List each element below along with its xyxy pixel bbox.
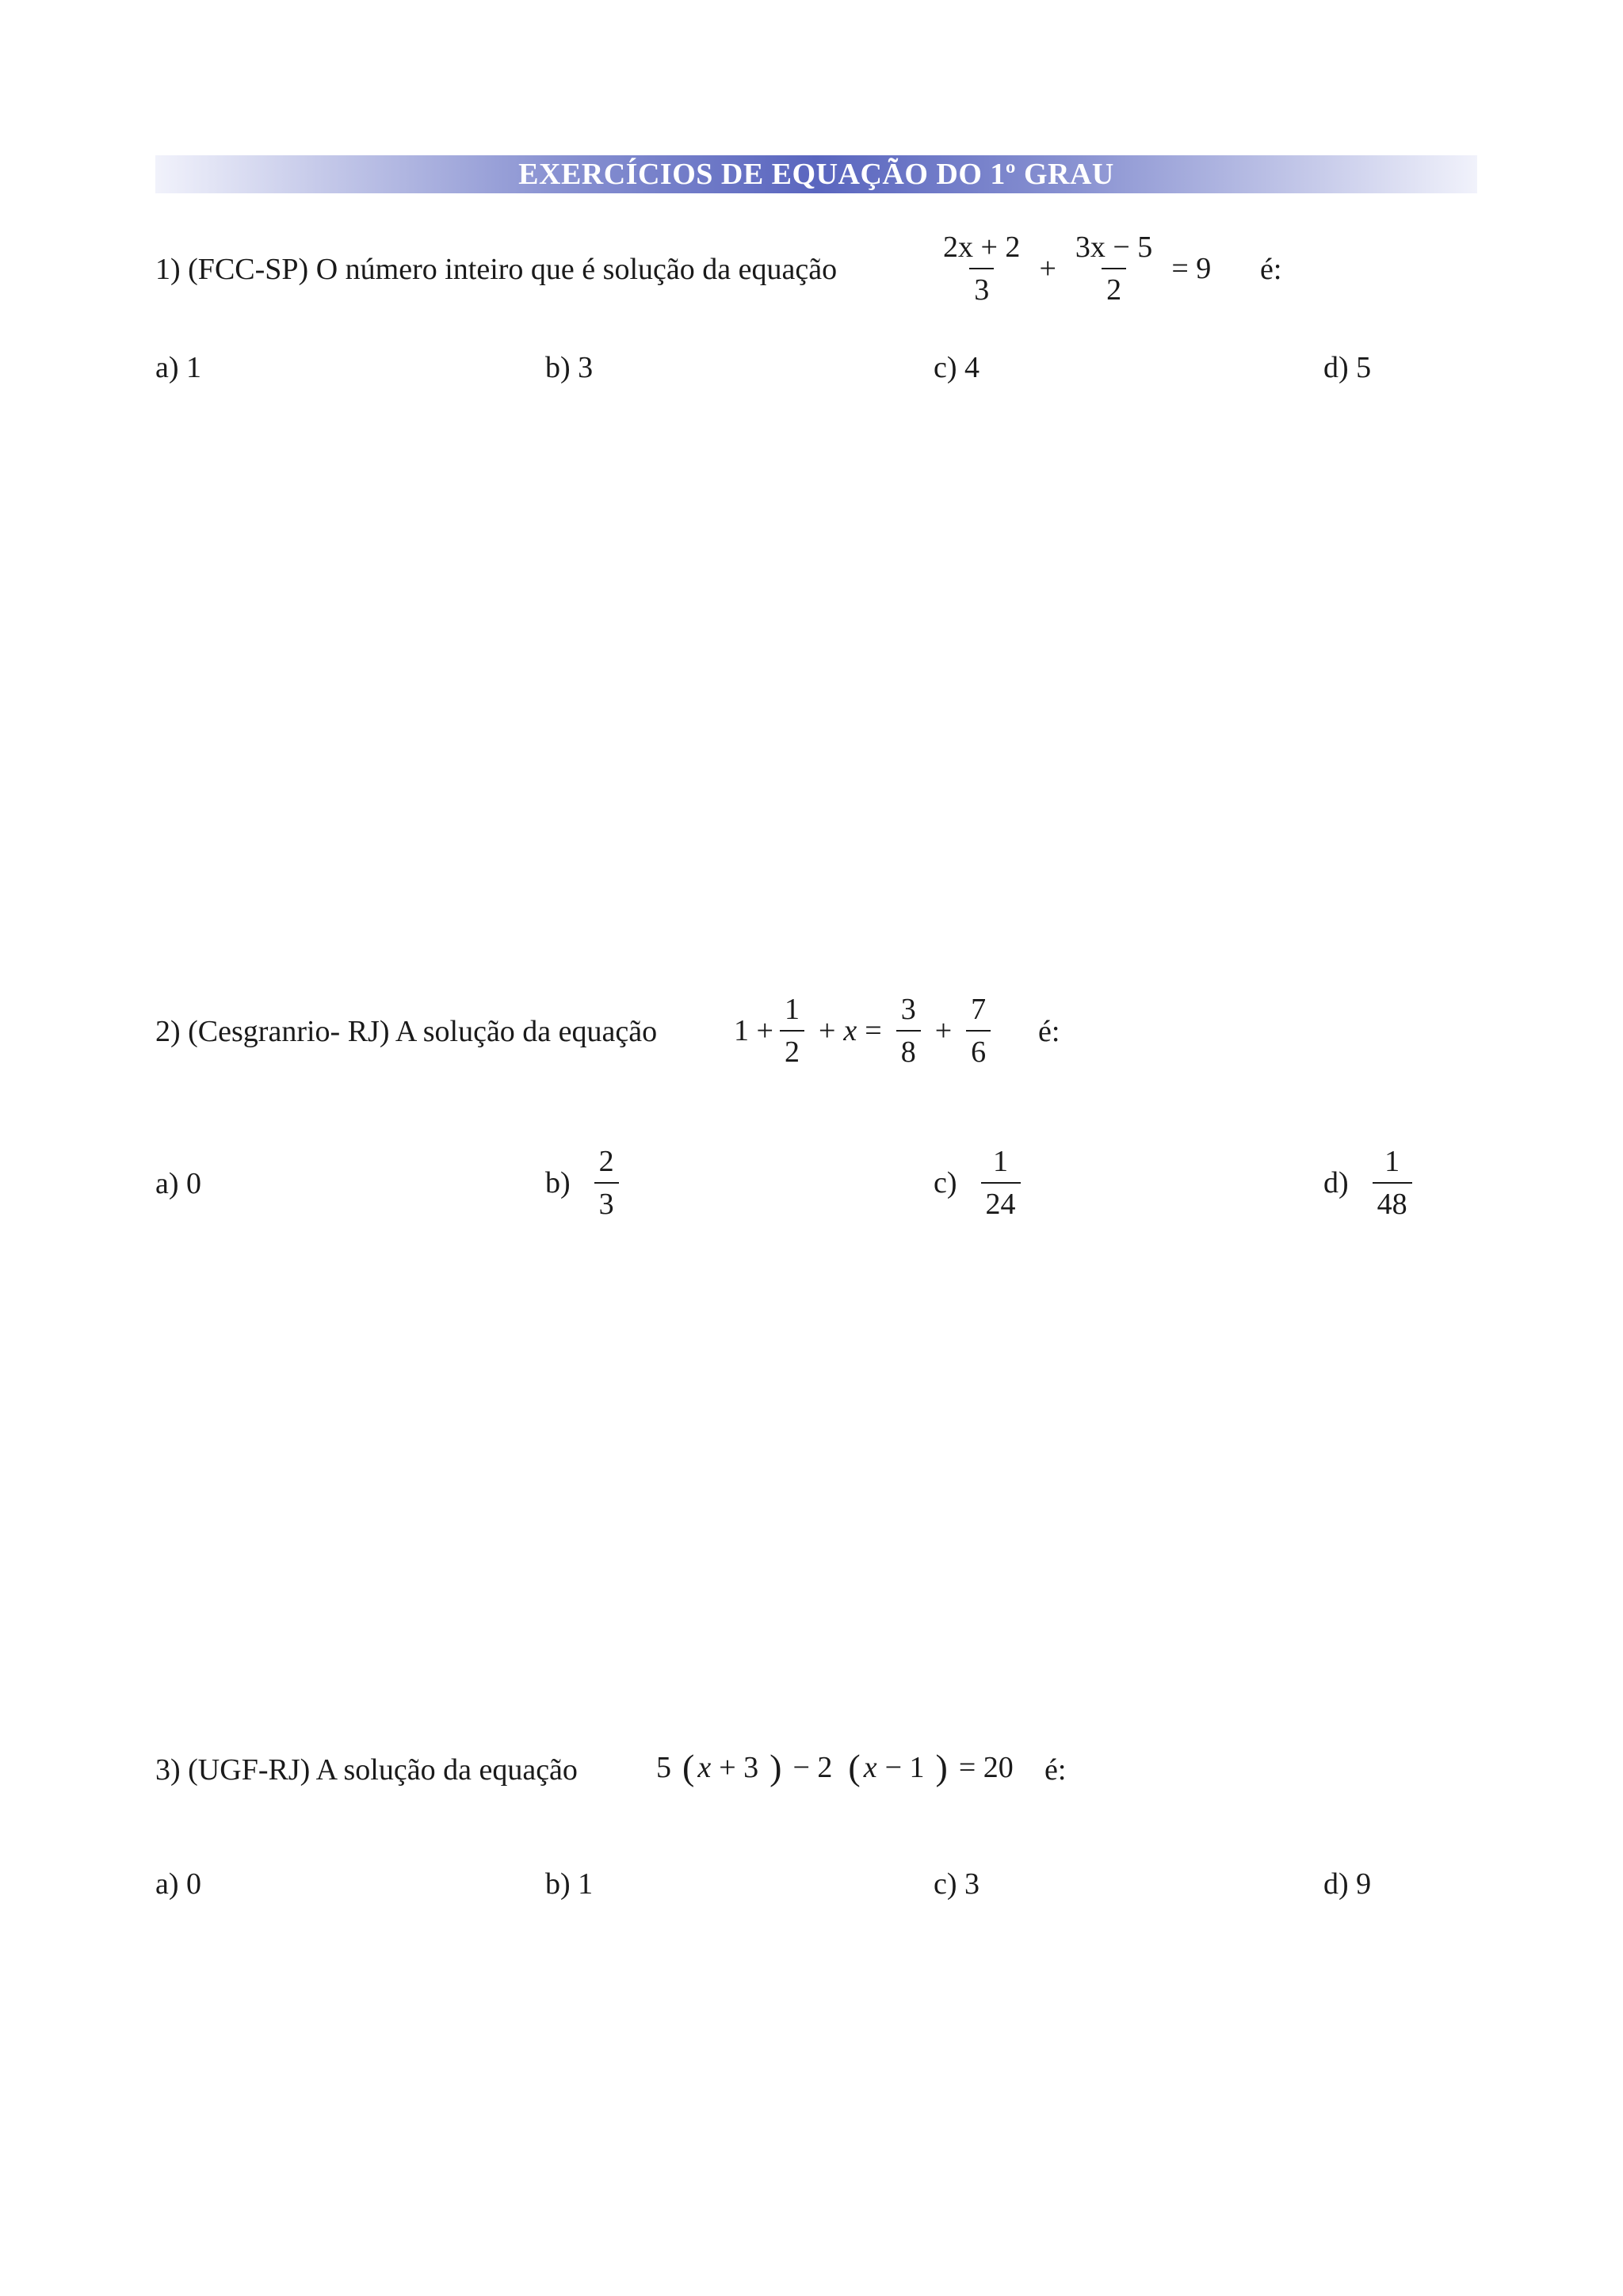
option-b: b) 1: [545, 1867, 594, 1901]
equation-term: 1 +: [734, 1014, 773, 1047]
equation-term: − 2: [792, 1750, 833, 1784]
question-3-tail: é:: [1044, 1753, 1067, 1787]
denominator: 6: [966, 1030, 991, 1070]
parenthesis: ): [769, 1747, 782, 1787]
fraction: [981, 1144, 1021, 1222]
option-label: c): [934, 1166, 957, 1199]
question-1-text: 1) (FCC-SP) O número inteiro que é solução da equação: [155, 253, 838, 286]
fraction: [1071, 230, 1157, 307]
title-banner: [155, 155, 1477, 193]
fraction: [966, 992, 991, 1070]
option-d: d) 9: [1323, 1867, 1372, 1901]
numerator: 3: [900, 993, 916, 1026]
fraction: [1373, 1144, 1412, 1222]
equation-rhs: = 20: [958, 1750, 1014, 1784]
fraction: [594, 1144, 619, 1222]
question-3-equation: [656, 1746, 1022, 1788]
option-c: c) 3: [934, 1867, 980, 1901]
fraction: [780, 992, 804, 1070]
denominator: 3: [594, 1182, 619, 1222]
question-2-text: 2) (Cesgranrio- RJ) A solução da equação: [155, 1015, 658, 1048]
operator: =: [865, 1014, 882, 1047]
parenthesis: (: [682, 1747, 695, 1787]
option-b: b) 3: [545, 351, 594, 384]
option-a: a) 0: [155, 1867, 202, 1901]
page-title: EXERCÍCIOS DE EQUAÇÃO DO 1º GRAU: [518, 158, 1114, 191]
option-label: b): [545, 1166, 571, 1199]
option-b: [545, 1144, 625, 1222]
variable: x: [863, 1750, 877, 1784]
numerator: 1: [993, 1145, 1009, 1178]
option-a: a) 1: [155, 351, 202, 384]
parenthesis: ): [935, 1747, 948, 1787]
option-a: a) 0: [155, 1167, 202, 1200]
operator: +: [1039, 252, 1056, 285]
denominator: 2: [1102, 268, 1126, 307]
question-2-equation: [734, 992, 997, 1070]
denominator: 48: [1373, 1182, 1412, 1222]
numerator: 2: [598, 1145, 614, 1178]
operator: +: [934, 1014, 953, 1047]
option-d: [1323, 1144, 1419, 1222]
option-d: d) 5: [1323, 351, 1372, 384]
numerator: 7: [971, 993, 987, 1026]
option-label: d): [1323, 1166, 1349, 1199]
fraction: [896, 992, 921, 1070]
denominator: 8: [896, 1030, 921, 1070]
denominator: 3: [969, 268, 994, 307]
numerator: 1: [1384, 1145, 1400, 1178]
variable: x: [843, 1014, 857, 1047]
variable: x: [697, 1750, 712, 1784]
equation-term: − 1: [884, 1750, 925, 1784]
question-1-tail: é:: [1260, 253, 1282, 286]
parenthesis: (: [848, 1747, 861, 1787]
equation-rhs: = 9: [1171, 252, 1212, 285]
numerator: 1: [784, 993, 800, 1026]
numerator: 2x + 2: [943, 231, 1021, 264]
operator: +: [818, 1014, 836, 1047]
question-2-tail: é:: [1038, 1015, 1060, 1048]
denominator: 24: [981, 1182, 1021, 1222]
fraction: [938, 230, 1025, 307]
question-1-equation: [932, 230, 1219, 307]
option-c: c) 4: [934, 351, 980, 384]
denominator: 2: [780, 1030, 804, 1070]
equation-term: + 3: [719, 1750, 759, 1784]
option-c: [934, 1144, 1027, 1222]
question-3-text: 3) (UGF-RJ) A solução da equação: [155, 1753, 578, 1787]
equation-term: 5: [656, 1750, 671, 1784]
numerator: 3x − 5: [1075, 231, 1153, 264]
